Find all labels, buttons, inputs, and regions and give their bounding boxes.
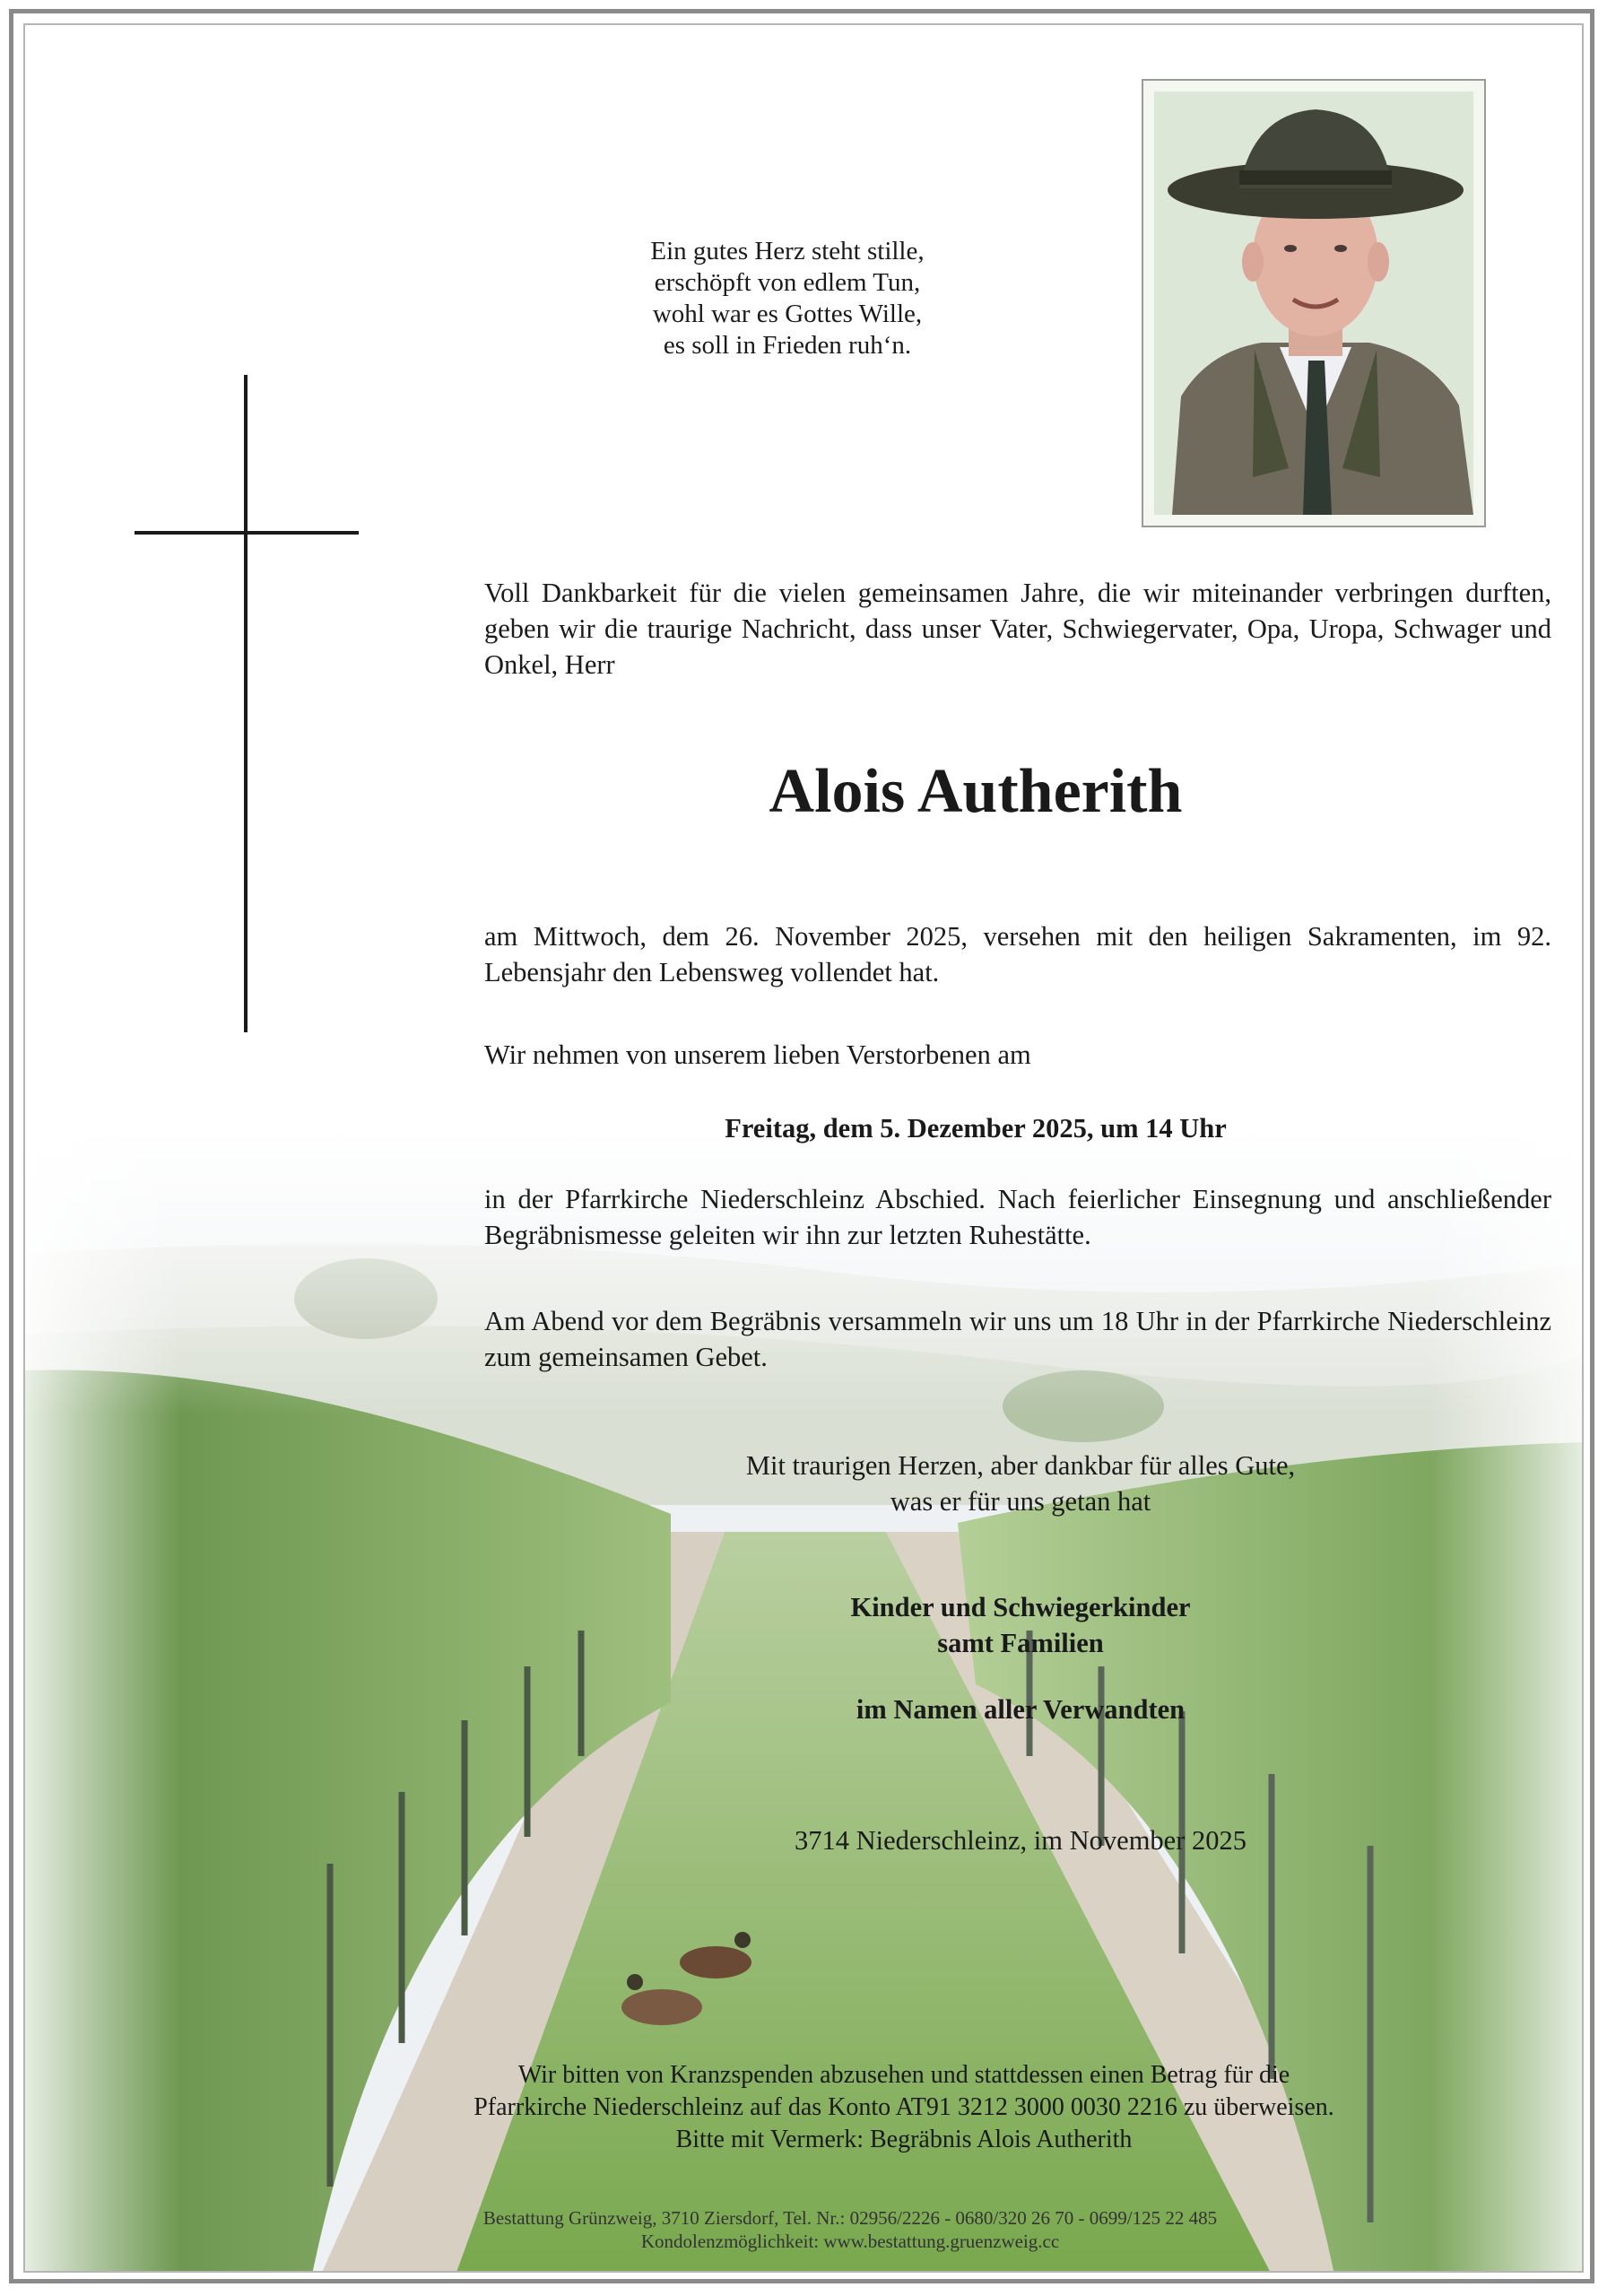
death-notice: am Mittwoch, dem 26. November 2025, versehen mit den heiligen Sakramenten, im 92. Lebensjahr den Lebensweg vollendet hat. [484, 921, 1551, 987]
farewell-intro: Wir nehmen von unserem lieben Verstorbenen am [484, 1039, 1031, 1070]
poem-line: Ein gutes Herz steht stille, [650, 237, 925, 265]
mourners-line: Kinder und Schwiegerkinder [850, 1592, 1191, 1622]
gratitude [509, 1448, 1532, 1519]
place-date: 3714 Niederschleinz, im November 2025 [795, 1825, 1247, 1856]
footer-contact: Bestattung Grünzweig, 3710 Ziersdorf, Tel. Nr.: 02956/2226 - 0680/320 26 70 - 0699/125 22 485 [482, 2207, 1218, 2229]
person-portrait-icon [1154, 91, 1473, 515]
cross-icon [244, 375, 248, 1032]
donation-line: Wir bitten von Kranzspenden abzusehen und stattdessen einen Betrag für die [517, 2061, 1290, 2089]
poem [563, 236, 1012, 361]
gratitude-line: Mit traurigen Herzen, aber dankbar für alles Gute, [745, 1450, 1296, 1481]
funeral-date: Freitag, dem 5. Dezember 2025, um 14 Uhr [725, 1113, 1227, 1144]
footer-condolence: Kondolenzmöglichkeit: www.bestattung.gruenzweig.cc [640, 2231, 1060, 2252]
poem-line: es soll in Frieden ruh‘n. [663, 331, 912, 360]
poem-line: wohl war es Gottes Wille, [652, 300, 923, 328]
intro-text: Voll Dankbarkeit für die vielen gemeinsamen Jahre, die wir miteinander verbringen durften, geben wir die traurige Nachricht, dass unser Vater, Schwiegervater, Opa, Uropa, Schwager und Onkel, Herr [484, 578, 1551, 680]
obituary-card [23, 23, 1584, 2273]
funeral-place: in der Pfarrkirche Niederschleinz Abschied. Nach feierlicher Einsegnung und anschließender Begräbnismesse geleiten wir ihn zur letzten Ruhestätte. [484, 1184, 1551, 1250]
cross-icon-bar [135, 531, 359, 535]
deceased-name: Alois Autherith [769, 757, 1183, 826]
funeral-home-footer [294, 2206, 1406, 2253]
donation-request [294, 2059, 1514, 2156]
gratitude-line: was er für uns getan hat [890, 1486, 1151, 1517]
mourners-relatives: im Namen aller Verwandten [856, 1694, 1186, 1725]
poem-line: erschöpft von edlem Tun, [654, 268, 921, 297]
portrait-photo [1154, 91, 1473, 515]
evening-prayer: Am Abend vor dem Begräbnis versammeln wir uns um 18 Uhr in der Pfarrkirche Niederschleinz zum gemeinsamen Gebet. [484, 1306, 1551, 1372]
donation-line: Bitte mit Vermerk: Begräbnis Alois Autherith [675, 2126, 1133, 2153]
portrait-frame [1142, 79, 1486, 527]
mourners [509, 1589, 1532, 1661]
donation-line: Pfarrkirche Niederschleinz auf das Konto AT91 3212 3000 0030 2216 zu überweisen. [473, 2093, 1334, 2121]
mourners-line: samt Familien [937, 1628, 1104, 1658]
